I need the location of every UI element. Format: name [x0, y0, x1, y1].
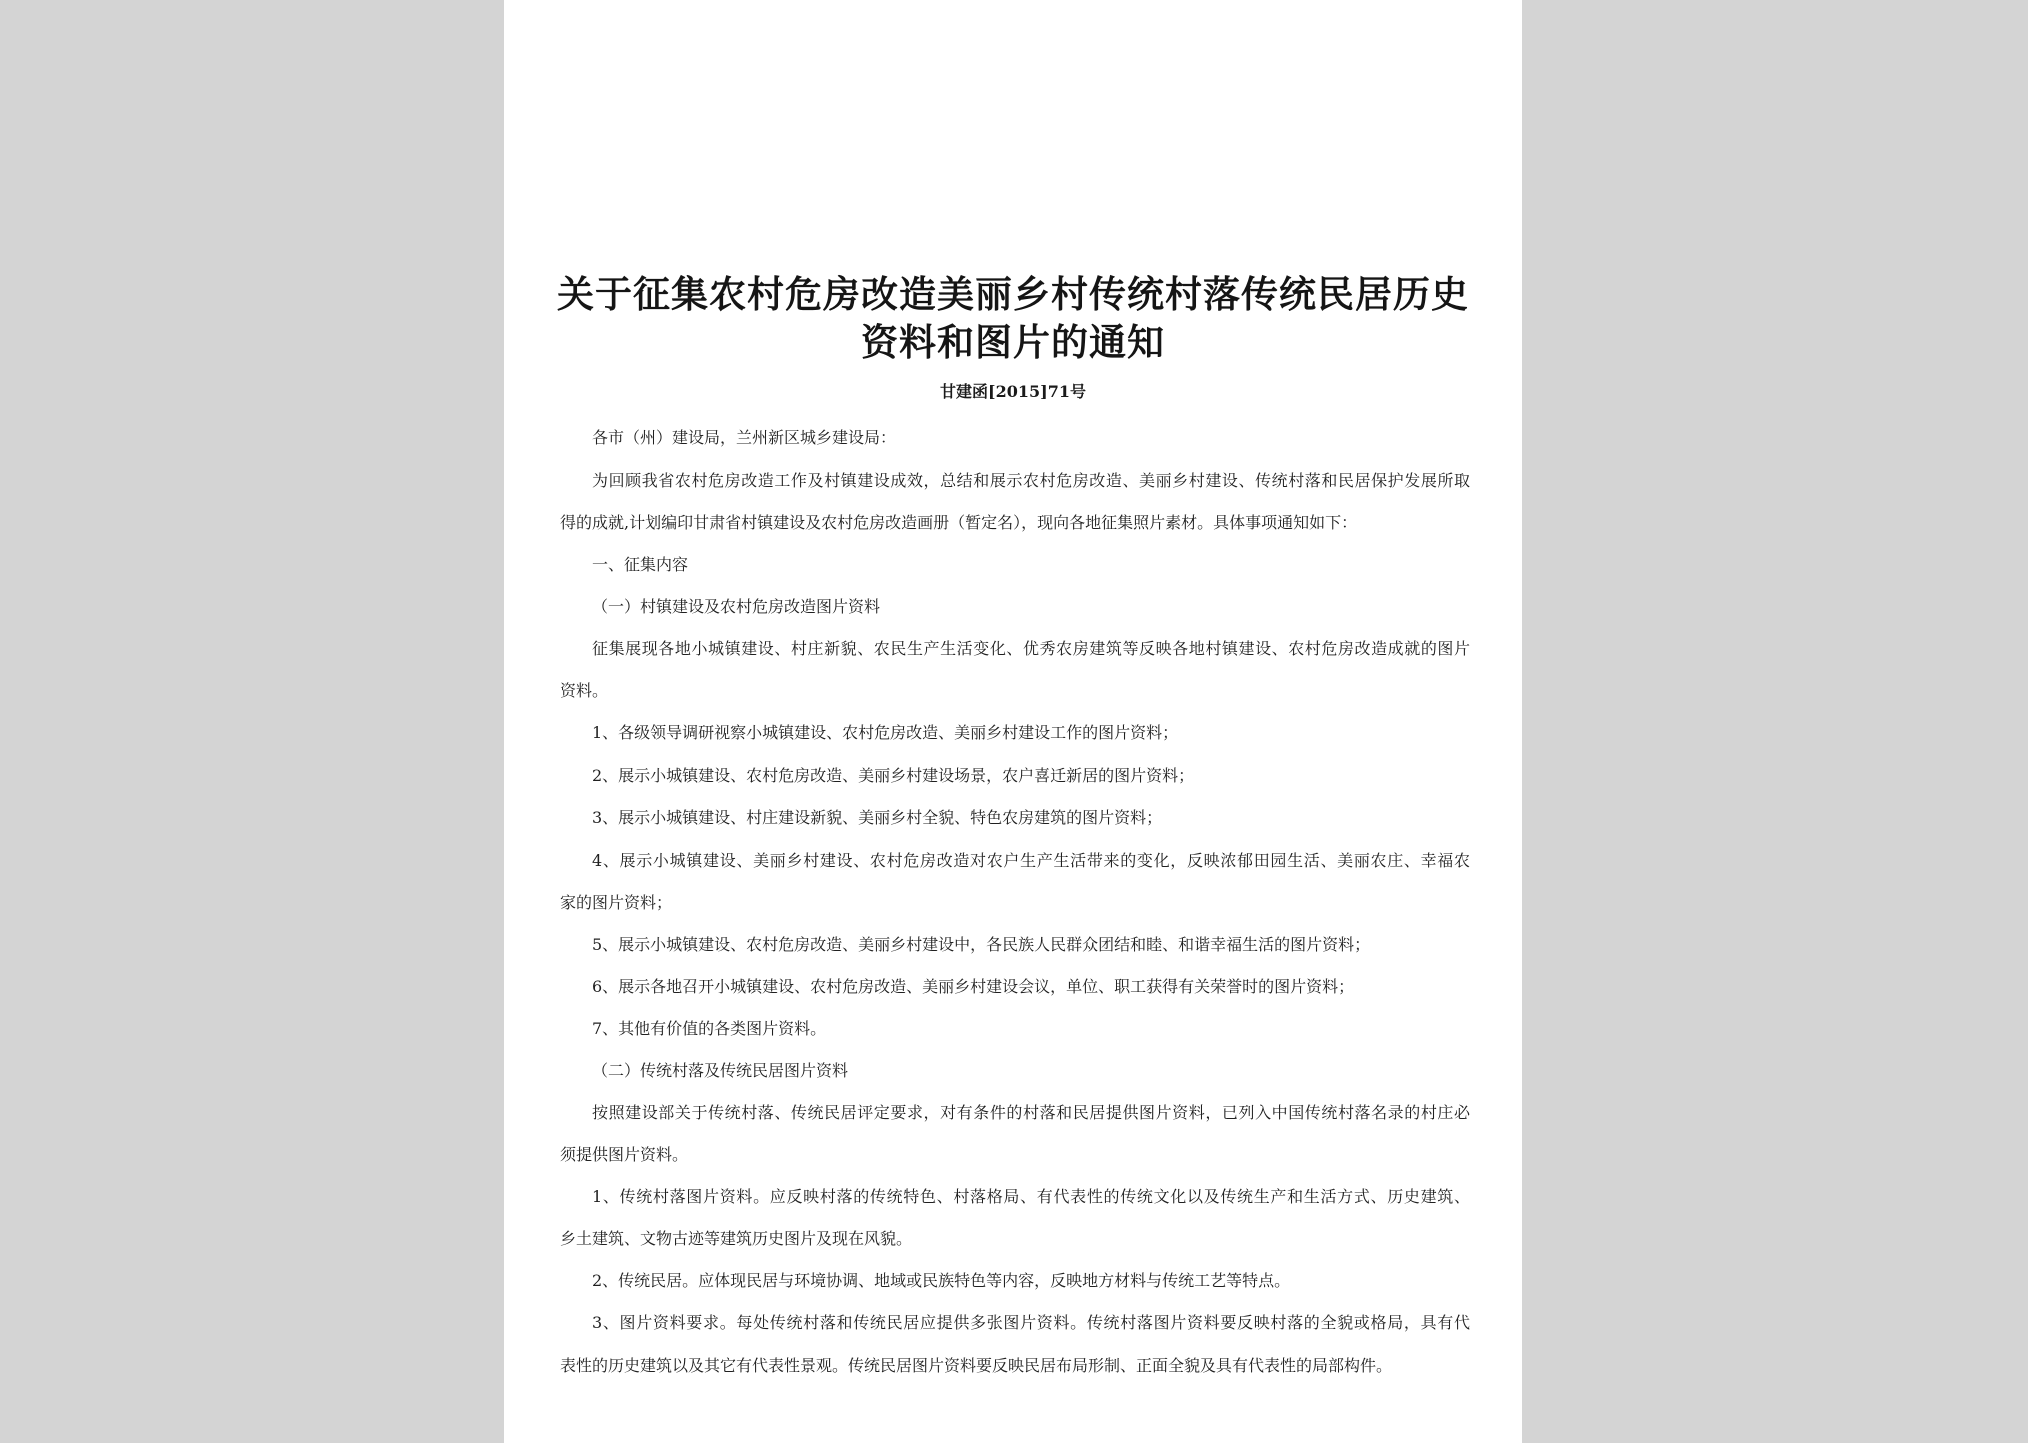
- sub2-item-2: 2、传统民居。应体现民居与环境协调、地域或民族特色等内容，反映地方材料与传统工艺等特点。: [592, 1271, 1291, 1290]
- subsection-1-heading: （一）村镇建设及农村危房改造图片资料: [592, 597, 881, 616]
- sub1-desc-line-1: 征集展现各地小城镇建设、村庄新貌、农民生产生活变化、优秀农房建筑等反映各地村镇建设、农村危房改造成就的图片: [592, 639, 1470, 658]
- sub1-item-4-line-2: 家的图片资料；: [560, 893, 673, 912]
- sub2-item-1-line-2: 乡土建筑、文物古迹等建筑历史图片及现在风貌。: [560, 1229, 913, 1248]
- subsection-2-heading: （二）传统村落及传统民居图片资料: [592, 1061, 849, 1080]
- document-title-line-2: 资料和图片的通知: [861, 320, 1165, 364]
- document-title-line-1: 关于征集农村危房改造美丽乡村传统村落传统民居历史: [557, 272, 1469, 316]
- sub1-item-4-line-1: 4、展示小城镇建设、美丽乡村建设、农村危房改造对农户生产生活带来的变化，反映浓郁田园生活、美丽农庄、幸福农: [592, 851, 1470, 870]
- sub1-desc-line-2: 资料。: [560, 681, 609, 700]
- sub1-item-1: 1、各级领导调研视察小城镇建设、农村危房改造、美丽乡村建设工作的图片资料；: [592, 723, 1179, 742]
- section-1-heading: 一、征集内容: [592, 555, 689, 574]
- salutation: 各市（州）建设局，兰州新区城乡建设局：: [592, 428, 897, 447]
- sub1-item-7: 7、其他有价值的各类图片资料。: [592, 1019, 827, 1038]
- sub2-desc-line-1: 按照建设部关于传统村落、传统民居评定要求，对有条件的村落和民居提供图片资料，已列入中国传统村落名录的村庄必: [592, 1103, 1470, 1122]
- sub1-item-6: 6、展示各地召开小城镇建设、农村危房改造、美丽乡村建设会议，单位、职工获得有关荣誉时的图片资料；: [592, 977, 1355, 996]
- sub1-item-5: 5、展示小城镇建设、农村危房改造、美丽乡村建设中，各民族人民群众团结和睦、和谐幸福生活的图片资料；: [592, 935, 1371, 954]
- sub2-item-1-line-1: 1、传统村落图片资料。应反映村落的传统特色、村落格局、有代表性的传统文化以及传统生产和生活方式、历史建筑、: [592, 1187, 1470, 1206]
- sub2-desc-line-2: 须提供图片资料。: [560, 1145, 689, 1164]
- sub1-item-3: 3、展示小城镇建设、村庄建设新貌、美丽乡村全貌、特色农房建筑的图片资料；: [592, 808, 1163, 827]
- sub2-item-3-line-1: 3、图片资料要求。每处传统村落和传统民居应提供多张图片资料。传统村落图片资料要反映村落的全貌或格局，具有代: [592, 1313, 1470, 1332]
- intro-line-1: 为回顾我省农村危房改造工作及村镇建设成效，总结和展示农村危房改造、美丽乡村建设、传统村落和民居保护发展所取: [592, 471, 1470, 490]
- intro-line-2: 得的成就,计划编印甘肃省村镇建设及农村危房改造画册（暂定名），现向各地征集照片素材。具体事项通知如下：: [560, 513, 1358, 532]
- document-page: [504, 0, 1522, 1443]
- document-number: 甘建函[2015]71号: [940, 382, 1086, 401]
- sub1-item-2: 2、展示小城镇建设、农村危房改造、美丽乡村建设场景，农户喜迁新居的图片资料；: [592, 766, 1195, 785]
- sub2-item-3-line-2: 表性的历史建筑以及其它有代表性景观。传统民居图片资料要反映民居布局形制、正面全貌及具有代表性的局部构件。: [560, 1356, 1393, 1375]
